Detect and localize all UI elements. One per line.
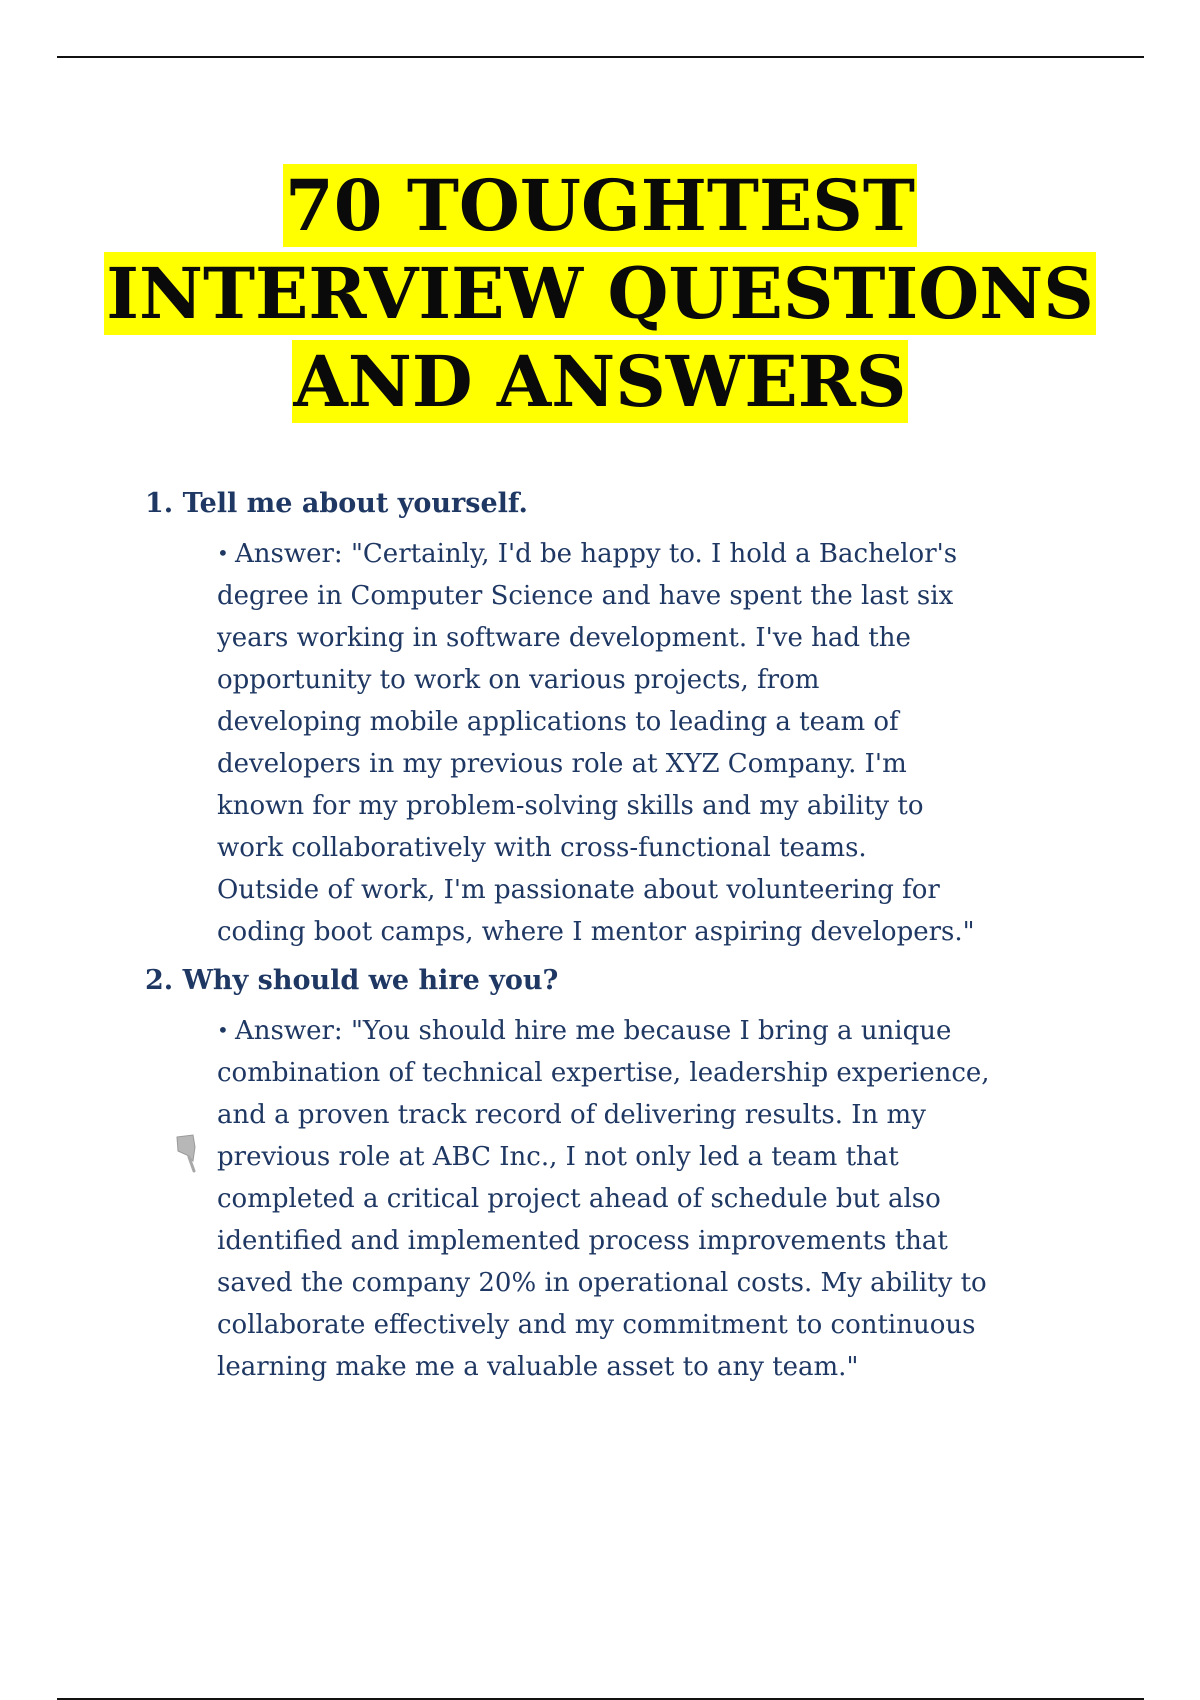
- title-line: [0, 338, 1200, 426]
- title-line-text: INTERVIEW QUESTIONS: [106, 252, 1094, 335]
- answer-line: identified and implemented process improvements that: [217, 1226, 948, 1256]
- title-line-text: AND ANSWERS: [293, 340, 907, 423]
- answer-line: degree in Computer Science and have spent the last six: [217, 581, 954, 611]
- answer-line: coding boot camps, where I mentor aspiring developers.": [217, 917, 975, 947]
- top-rule: [57, 56, 1144, 58]
- question-heading: 2. Why should we hire you?: [145, 965, 559, 996]
- pushpin-icon: [174, 1133, 198, 1173]
- answer-line: opportunity to work on various projects, from: [217, 665, 820, 695]
- answer-line: developing mobile applications to leading a team of: [217, 707, 899, 737]
- title-line-text: 70 TOUGHTEST: [285, 164, 915, 247]
- answer-line: Answer: "Certainly, I'd be happy to. I hold a Bachelor's: [235, 539, 958, 569]
- answer-line: developers in my previous role at XYZ Company. I'm: [217, 749, 907, 779]
- answer-paragraph: [145, 532, 1065, 953]
- answer-line: Answer: "You should hire me because I bring a unique: [235, 1016, 952, 1046]
- answer-paragraph: [145, 1009, 1065, 1388]
- question-heading: 1. Tell me about yourself.: [145, 488, 528, 519]
- answer-line: saved the company 20% in operational costs. My ability to: [217, 1268, 987, 1298]
- title-line: [0, 162, 1200, 250]
- answer-line: completed a critical project ahead of schedule but also: [217, 1184, 941, 1214]
- bullet-icon: •: [217, 541, 229, 565]
- answer-line: and a proven track record of delivering results. In my: [217, 1100, 926, 1130]
- document-title: [0, 162, 1200, 426]
- bullet-icon: •: [217, 1018, 229, 1042]
- answer-line: work collaboratively with cross-functional teams.: [217, 833, 867, 863]
- title-line: [0, 250, 1200, 338]
- question-item: [145, 480, 1065, 953]
- answer-line: years working in software development. I've had the: [217, 623, 911, 653]
- answer-line: combination of technical expertise, leadership experience,: [217, 1058, 990, 1088]
- answer-line: known for my problem-solving skills and my ability to: [217, 791, 924, 821]
- answer-line: learning make me a valuable asset to any team.": [217, 1352, 859, 1382]
- question-list: [145, 480, 1065, 1388]
- answer-line: previous role at ABC Inc., I not only led a team that: [217, 1142, 899, 1172]
- question-item: [145, 957, 1065, 1388]
- answer-line: collaborate effectively and my commitment to continuous: [217, 1310, 976, 1340]
- answer-line: Outside of work, I'm passionate about volunteering for: [217, 875, 940, 905]
